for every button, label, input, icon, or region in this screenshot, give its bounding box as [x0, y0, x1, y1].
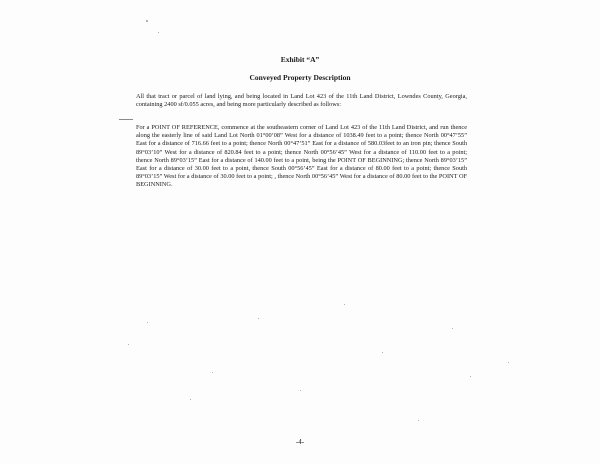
scan-speck	[212, 372, 213, 373]
scan-speck	[418, 420, 419, 421]
scan-speck	[470, 376, 471, 377]
scan-speck	[146, 20, 148, 22]
scan-speck	[382, 352, 383, 353]
scan-speck	[452, 328, 453, 329]
scan-speck	[158, 32, 159, 33]
scan-speck	[344, 304, 345, 305]
scan-speck	[190, 399, 191, 400]
scan-speck	[508, 362, 509, 363]
scan-speck	[128, 344, 129, 345]
scan-speck	[147, 322, 148, 323]
page-number: -4-	[295, 438, 305, 446]
exhibit-title: Exhibit “A”	[280, 55, 320, 64]
scan-speck	[258, 318, 259, 319]
scan-mark	[119, 119, 133, 120]
document-heading: Conveyed Property Description	[249, 73, 351, 82]
intro-paragraph: All that tract or parcel of land lying, and being located in Land Lot 423 of the 11th Land District, Lowndes County, Georgia, containing 2400 sf/0.055 acres, and being more particularly described as follows:	[136, 93, 467, 109]
legal-description-paragraph: For a POINT OF REFERENCE, commence at the southeastern corner of Land Lot 423 of the 11th Land District, and run thence along the easterly line of said Land Lot North 01°00’08” West for a distance of 1038.49 feet to a point; thence North 00°47’55” East for a distance of 716.66 feet to a point; thence North 00°47’51” East for a distance of 580.03feet to an iron pin; thence South 89°03’10” West for a distance of 820.84 feet to a point; thence North 00°56’45” West for a distance of 110.00 feet to a point; thence North 89°03’15” East for a distance of 140.00 feet to a point, being the POINT OF BEGINNING; thence North 89°03’15” East for a distance of 30.00 feet to a point, thence South 00°56’45” East for a distance of 80.00 feet to a point; thence South 89°03’15” West for a distance of 30.00 feet to a point; , thence North 00°56’45” West for a distance of 80.00 feet to the POINT OF BEGINNING.	[136, 124, 467, 189]
scan-speck	[300, 390, 301, 391]
